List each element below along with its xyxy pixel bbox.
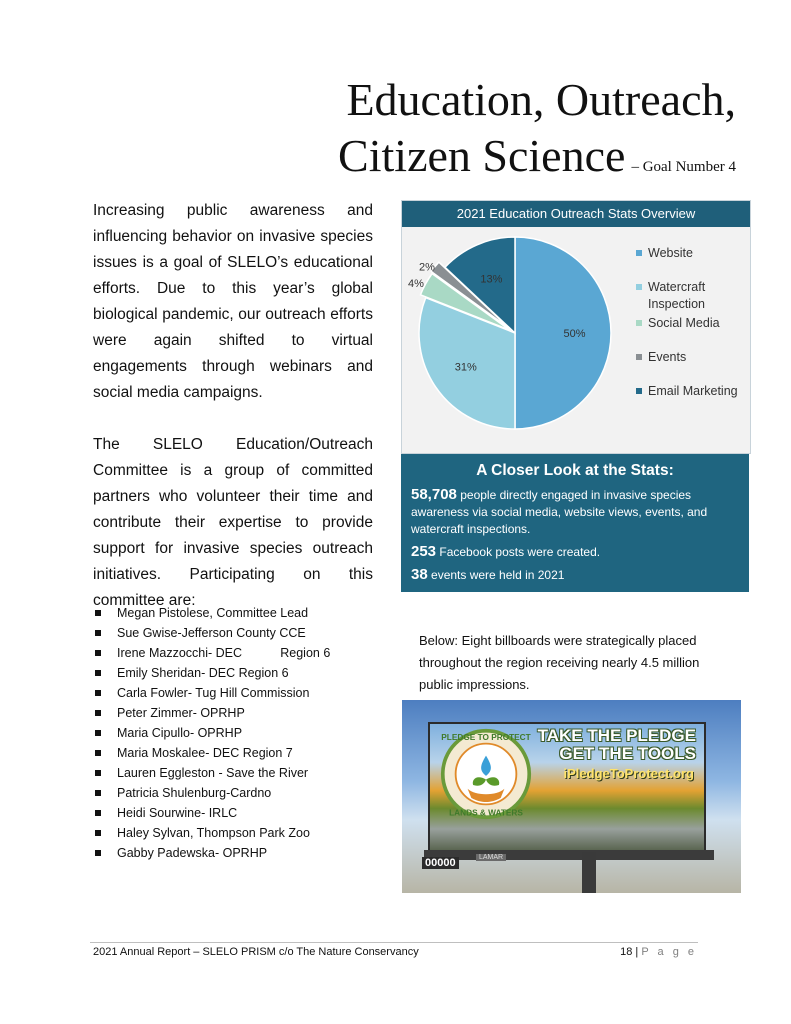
committee-member: [93, 823, 393, 843]
bullet-icon: [95, 630, 101, 636]
stat-number: 253: [411, 543, 437, 560]
committee-member-name: Carla Fowler- Tug Hill Commission: [117, 686, 310, 700]
bullet-icon: [95, 730, 101, 736]
legend-item: [636, 245, 760, 262]
pie-data-label: 4%: [407, 277, 424, 290]
page-word: P a g e: [641, 946, 697, 958]
legend-label: Watercraft Inspection: [648, 280, 706, 311]
headline-line-1: TAKE THE PLEDGE: [537, 726, 696, 745]
committee-member: [93, 743, 393, 763]
bullet-icon: [95, 770, 101, 776]
committee-member: [93, 803, 393, 823]
committee-member-name: Haley Sylvan, Thompson Park Zoo: [117, 826, 310, 840]
stat-item: [411, 566, 739, 584]
committee-member: [93, 723, 393, 743]
committee-member: [93, 643, 393, 663]
footer-report-title: 2021 Annual Report – SLELO PRISM c/o The Nature Conservancy: [93, 946, 419, 958]
bullet-icon: [95, 650, 101, 656]
bullet-icon: [95, 610, 101, 616]
legend-swatch: [636, 354, 642, 360]
committee-member-name: Megan Pistolese, Committee Lead: [117, 606, 309, 620]
goal-label: – Goal Number 4: [631, 159, 736, 175]
committee-member-name: Gabby Padewska- OPRHP: [117, 846, 268, 860]
footer-page: 18 | P a g e: [620, 946, 697, 958]
committee-member-name: Irene Mazzocchi- DEC Region 6: [117, 646, 331, 660]
legend-label: Website: [648, 246, 693, 260]
stat-item: [411, 543, 739, 561]
stat-number: 38: [411, 566, 428, 583]
committee-member-name: Sue Gwise-Jefferson County CCE: [117, 626, 306, 640]
legend-item: [636, 349, 760, 366]
pie-chart-panel: [401, 200, 751, 454]
page-number: 18: [620, 946, 633, 958]
legend-label: Email Marketing: [648, 384, 738, 398]
legend-swatch: [636, 250, 642, 256]
stat-item: [411, 486, 739, 538]
billboard-plate-number: 00000: [422, 857, 459, 869]
bullet-icon: [95, 850, 101, 856]
committee-member: [93, 843, 393, 863]
headline-line-2: GET THE TOOLS: [559, 744, 696, 763]
billboard-url: iPledgeToProtect.org: [563, 766, 694, 781]
bullet-icon: [95, 710, 101, 716]
bullet-icon: [95, 750, 101, 756]
stats-panel: [401, 454, 749, 592]
bullet-icon: [95, 790, 101, 796]
stat-text: Facebook posts were created.: [436, 545, 601, 559]
committee-member-name: Lauren Eggleston - Save the River: [117, 766, 309, 780]
stat-text: events were held in 2021: [427, 568, 565, 582]
committee-member: [93, 663, 393, 683]
logo-top-text: PLEDGE TO PROTECT: [441, 732, 531, 742]
intro-paragraph-1: Increasing public awareness and influencing behavior on invasive species issues is a goal of SLELO’s educational efforts. Due to this year’s global biological pandemic, our outreach efforts were again shifted to virtual engagements through webinars and social media campaigns.: [93, 202, 373, 401]
bullet-icon: [95, 810, 101, 816]
committee-member-name: Maria Moskalee- DEC Region 7: [117, 746, 293, 760]
pie-data-label: 2%: [418, 261, 435, 274]
stats-title: A Closer Look at the Stats:: [476, 462, 674, 479]
billboard-headline: [538, 727, 696, 763]
committee-member-name: Patricia Shulenburg-Cardno: [117, 786, 272, 800]
legend-swatch: [636, 320, 642, 326]
pledge-to-protect-logo: [440, 728, 532, 820]
legend-label: Events: [648, 350, 687, 364]
page-title: [338, 72, 736, 195]
billboard-platform: [424, 850, 714, 860]
committee-member: [93, 603, 393, 623]
bullet-icon: [95, 670, 101, 676]
committee-member: [93, 703, 393, 723]
legend-swatch: [636, 284, 642, 290]
pie-data-label: 31%: [454, 361, 477, 374]
logo-bottom-text: LANDS & WATERS: [449, 808, 523, 818]
intro-text: [93, 198, 373, 640]
legend-item: [636, 315, 760, 332]
title-line-2: [338, 128, 736, 195]
chart-title: 2021 Education Outreach Stats Overview: [402, 201, 750, 227]
committee-list: [93, 603, 393, 863]
stat-text: people directly engaged in invasive species awareness via social media, website views, events, and watercraft inspections.: [411, 488, 708, 536]
intro-paragraph-2: The SLELO Education/Outreach Committee is a group of committed partners who volunteer their time and contribute their expertise to provide support for invasive species outreach initiatives. Participating on this committee are:: [93, 436, 373, 609]
stat-number: 58,708: [411, 486, 457, 503]
legend-item: [636, 383, 760, 400]
billboard-plate-logo: LAMAR: [476, 854, 506, 861]
billboard-caption: Below: Eight billboards were strategically placed throughout the region receiving nearly 4.5 million public impressions.: [419, 633, 700, 692]
bullet-icon: [95, 830, 101, 836]
billboard-pole: [582, 852, 596, 893]
legend-swatch: [636, 388, 642, 394]
billboard-panel: [428, 722, 706, 854]
legend-item: [636, 279, 760, 313]
pie-data-label: 13%: [480, 273, 503, 286]
bullet-icon: [95, 690, 101, 696]
committee-member-name: Peter Zimmer- OPRHP: [117, 706, 245, 720]
committee-member-name: Maria Cipullo- OPRHP: [117, 726, 243, 740]
committee-member-name: Emily Sheridan- DEC Region 6: [117, 666, 289, 680]
title-line-1: Education, Outreach,: [346, 74, 736, 125]
committee-member: [93, 783, 393, 803]
committee-member-name: Heidi Sourwine- IRLC: [117, 806, 238, 820]
pie-data-label: 50%: [563, 328, 586, 340]
footer-divider: [90, 942, 698, 943]
committee-member: [93, 763, 393, 783]
committee-member: [93, 623, 393, 643]
committee-member: [93, 683, 393, 703]
title-line-2-text: Citizen Science: [338, 130, 626, 181]
legend-label: Social Media: [648, 316, 720, 330]
billboard-photo: [402, 700, 741, 893]
